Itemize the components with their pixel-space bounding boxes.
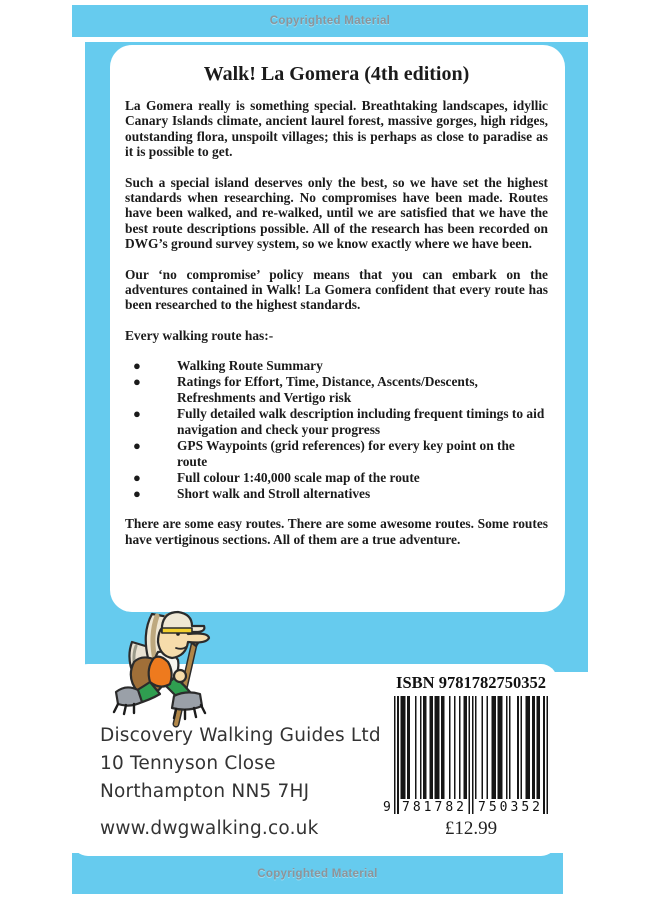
- blurb-panel: [110, 45, 565, 612]
- bullet-icon: ●: [133, 469, 141, 485]
- bullet-icon: ●: [133, 358, 141, 374]
- copyright-text-bottom: Copyrighted Material: [257, 867, 378, 880]
- price-label: £12.99: [444, 818, 498, 839]
- copyright-text-top: Copyrighted Material: [269, 15, 391, 27]
- publisher-city: Northampton NN5 7HJ: [100, 781, 310, 802]
- barcode-block: [385, 672, 557, 840]
- copyright-banner-bottom: [72, 853, 563, 894]
- publisher-website: www.dwgwalking.co.uk: [100, 818, 319, 839]
- publisher-street: 10 Tennyson Close: [100, 753, 276, 774]
- bullet-icon: ●: [133, 437, 141, 453]
- list-item: ● Ratings for Effort, Time, Distance, Ascents/Descents, Refreshments and Vertigo risk: [125, 374, 548, 406]
- blurb-paragraph-2: Such a special island deserves only the best, so we have set the highest standards when researching. No compromises have been made. Routes have been walked, and re-walked, until we are satisfied that we have the best route descriptions possible. All of the research has been recorded on DWG’s ground survey system, so we know exactly where we have been.: [125, 174, 548, 252]
- book-title: Walk! La Gomera (4th edition): [203, 63, 470, 85]
- barcode-digits: 9 781782 750352: [383, 800, 543, 815]
- list-item: ● Short walk and Stroll alternatives: [125, 486, 548, 502]
- list-item: ● Fully detailed walk description including frequent timings to aid navigation and check your progress: [125, 406, 548, 438]
- publisher-name: Discovery Walking Guides Ltd: [100, 725, 381, 746]
- feature-list: [125, 358, 548, 501]
- list-item: ● GPS Waypoints (grid references) for every key point on the route: [125, 438, 548, 470]
- hiker-icon: [112, 606, 222, 728]
- list-item: ● Full colour 1:40,000 scale map of the route: [125, 470, 548, 486]
- bullet-icon: ●: [133, 485, 141, 501]
- publisher-address: [100, 722, 381, 806]
- isbn-label: ISBN 9781782750352: [396, 673, 546, 692]
- list-intro: Every walking route has:-: [125, 327, 274, 343]
- closing-paragraph: There are some easy routes. There are some awesome routes. Some routes have vertiginous sections. All of them are a true adventure.: [125, 516, 548, 547]
- blurb-paragraph-3: Our ‘no compromise’ policy means that you can embark on the adventures contained in Walk! La Gomera confident that every route has been researched to the highest standards.: [125, 266, 548, 313]
- list-item: ● Walking Route Summary: [125, 358, 548, 374]
- bullet-icon: ●: [133, 374, 141, 390]
- blurb-paragraph-1: La Gomera really is something special. Breathtaking landscapes, idyllic Canary Islands climate, ancient laurel forest, massive gorges, high ridges, outstanding flora, unspoilt villages; this is perhaps as close to paradise as it is possible to get.: [125, 98, 548, 160]
- copyright-banner-top: [72, 5, 588, 37]
- bullet-icon: ●: [133, 406, 141, 421]
- barcode: [383, 696, 548, 815]
